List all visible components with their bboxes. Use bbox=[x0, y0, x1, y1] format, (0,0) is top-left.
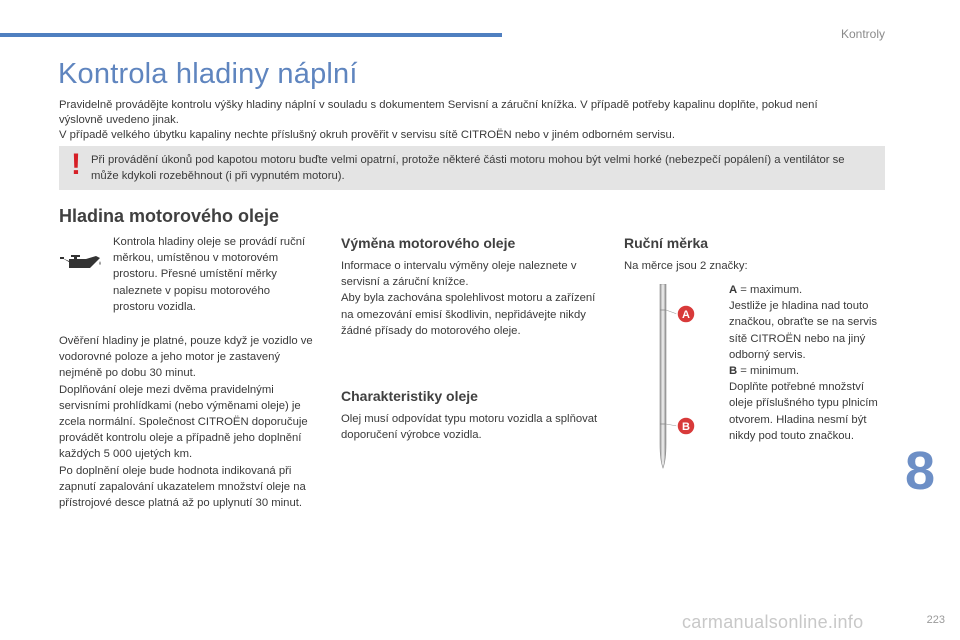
chapter-number: 8 bbox=[904, 441, 936, 501]
dipstick-heading: Ruční měrka bbox=[624, 235, 709, 251]
mark-a-meaning: = maximum. bbox=[737, 284, 803, 296]
oil-can-icon bbox=[60, 252, 104, 274]
section-label: Kontroly bbox=[840, 27, 885, 41]
mark-b-meaning: = minimum. bbox=[737, 365, 800, 378]
oil-change-heading: Výměna motorového oleje bbox=[341, 235, 516, 251]
dipstick-mark-b-badge bbox=[677, 417, 695, 435]
mark-a-label: A bbox=[729, 284, 738, 296]
mark-b-description: Doplňte potřebné množství oleje příslušného typu plnicím otvorem. Hladina nesmí být nikdy pod touto značkou. bbox=[729, 381, 878, 442]
oil-change-paragraph: Aby byla zachována spolehlivost motoru a zařízení na omezování emisí škodlivin, nepřidávejte nikdy žádné přísady do motorového oleje. bbox=[341, 292, 596, 337]
warning-text: Při provádění úkonů pod kapotou motoru buďte velmi opatrní, protože některé části motoru mohou být velmi horké (nebezpečí popálení) a ventilátor se může kdykoli rozeběhnout (i při vypnutém motoru). bbox=[91, 154, 845, 182]
oil-level-paragraph: Ověření hladiny je platné, pouze když je vozidlo ve vodorovné poloze a jeho motor je zastavený nejméně po dobu 30 minut. bbox=[59, 335, 313, 380]
page-number: 223 bbox=[926, 614, 945, 626]
page-title: Kontrola hladiny náplní bbox=[58, 58, 358, 90]
oil-level-intro: Kontrola hladiny oleje se provádí ruční měrkou, umístěnou v motorovém prostoru. Přesné umístění měrky naleznete v popisu motorového prostoru vozidla. bbox=[113, 236, 306, 313]
mark-b-line bbox=[729, 363, 889, 379]
oil-change-body bbox=[341, 258, 606, 339]
oil-level-paragraph: Po doplnění oleje bude hodnota indikovaná při zapnutí zapalování ukazatelem množství oleje na přístrojové desce platná až po uplynutí 30 minut. bbox=[59, 464, 306, 510]
dipstick-mark-a-badge bbox=[677, 305, 695, 323]
watermark: carmanualsonline.info bbox=[682, 612, 864, 632]
warning-box bbox=[59, 146, 885, 190]
oil-level-paragraph: Doplňování oleje mezi dvěma pravidelnými servisními prohlídkami (nebo výměnami oleje) je zcela normální. Společnost CITROËN doporučuje provádět kontrolu oleje a případně jeho doplnění každých 5 000 ujetých km. bbox=[59, 383, 308, 461]
oil-characteristics-body: Olej musí odpovídat typu motoru vozidla a splňovat doporučení výrobce vozidla. bbox=[341, 413, 598, 442]
dipstick-marks-text bbox=[729, 282, 889, 444]
intro-paragraph: V případě velkého úbytku kapaliny nechte příslušný okruh prověřit v servisu sítě CITROËN nebo v jiném odborném servisu. bbox=[59, 129, 675, 141]
mark-a-description: Jestliže je hladina nad touto značkou, obraťte se na servis sítě CITROËN nebo na jiný odborný servis. bbox=[729, 300, 878, 361]
intro-text bbox=[59, 98, 859, 143]
oil-change-paragraph: Informace o intervalu výměny oleje naleznete v servisní a záruční knížce. bbox=[341, 260, 577, 289]
dipstick-mark-b-letter: B bbox=[682, 421, 690, 433]
oil-characteristics-heading: Charakteristiky oleje bbox=[341, 388, 478, 404]
dipstick-illustration bbox=[652, 284, 700, 470]
dipstick-intro: Na měrce jsou 2 značky: bbox=[624, 260, 748, 272]
dipstick-mark-a-letter: A bbox=[682, 309, 690, 321]
mark-a-line bbox=[729, 282, 889, 298]
intro-paragraph: Pravidelně provádějte kontrolu výšky hladiny náplní v souladu s dokumentem Servisní a záruční knížka. V případě potřeby kapalinu doplňte, pokud není výslovně uvedeno jinak. bbox=[59, 99, 818, 126]
oil-level-heading: Hladina motorového oleje bbox=[59, 206, 280, 226]
warning-exclamation-icon: ! bbox=[71, 148, 81, 181]
oil-level-body bbox=[59, 333, 324, 511]
mark-b-label: B bbox=[729, 365, 738, 378]
header-accent-bar bbox=[0, 33, 502, 37]
